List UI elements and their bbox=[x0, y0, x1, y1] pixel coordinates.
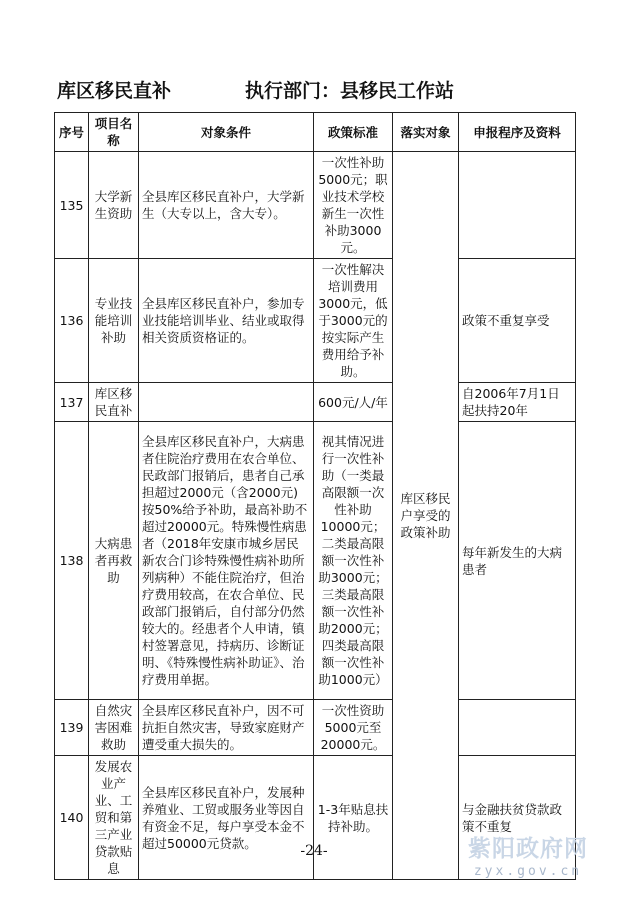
row-condition: 全县库区移民直补户，大学新生（大专以上，含大专）。 bbox=[139, 152, 314, 259]
row-name: 专业技能培训补助 bbox=[89, 259, 139, 383]
row-no: 138 bbox=[55, 422, 89, 700]
row-standard: 600元/人/年 bbox=[314, 383, 393, 422]
col-header-procedure: 申报程序及资料 bbox=[459, 113, 576, 152]
row-standard: 一次性补助5000元；职业技术学校新生一次性补助3000元。 bbox=[314, 152, 393, 259]
row-condition: 全县库区移民直补户，发展种养殖业、工贸或服务业等因自有资金不足，每户享受本金不超过50000元贷款。 bbox=[139, 756, 314, 880]
watermark-name: 紫阳政府网 bbox=[468, 836, 588, 862]
table-row bbox=[55, 259, 576, 383]
row-condition: 全县库区移民直补户，因不可抗拒自然灾害，导致家庭财产遭受重大损失的。 bbox=[139, 700, 314, 756]
row-procedure bbox=[459, 700, 576, 756]
row-name: 库区移民直补 bbox=[89, 383, 139, 422]
department-title: 执行部门：县移民工作站 bbox=[245, 80, 455, 102]
table-header-row bbox=[55, 113, 576, 152]
col-header-standard: 政策标准 bbox=[314, 113, 393, 152]
page-number: -24- bbox=[300, 843, 328, 859]
category-title: 库区移民直补 bbox=[57, 80, 172, 102]
table-row bbox=[55, 700, 576, 756]
row-condition: 全县库区移民直补户，参加专业技能培训毕业、结业或取得相关资质资格证的。 bbox=[139, 259, 314, 383]
row-condition: 全县库区移民直补户，大病患者住院治疗费用在农合单位、民政部门报销后，患者自己承担超过2000元（含2000元)按50%给予补助，最高补助不超过20000元。特殊慢性病患者（2018年安康市城乡居民新农合门诊特殊慢性病补助所列病种）不能住院治疗，但治疗费用较高，在农合单位、民政部门报销后，自付部分仍然较大的。经患者个人申请，镇村签署意见，持病历、诊断证明、《特殊慢性病补助证》、治疗费用单据。 bbox=[139, 422, 314, 700]
table-row bbox=[55, 152, 576, 259]
page-header bbox=[57, 76, 577, 106]
row-condition bbox=[139, 383, 314, 422]
row-procedure bbox=[459, 152, 576, 259]
row-name: 大学新生资助 bbox=[89, 152, 139, 259]
col-header-condition: 对象条件 bbox=[139, 113, 314, 152]
row-standard: 一次性资助5000元至20000元。 bbox=[314, 700, 393, 756]
row-standard: 视其情况进行一次性补助（一类最高限额一次性补助10000元；二类最高限额一次性补助3000元；三类最高限额一次性补助2000元；四类最高限额一次性补助1000元） bbox=[314, 422, 393, 700]
row-standard: 1-3年贴息扶持补助。 bbox=[314, 756, 393, 880]
row-no: 137 bbox=[55, 383, 89, 422]
row-name: 大病患者再救助 bbox=[89, 422, 139, 700]
watermark-url: zyx.gov.cn bbox=[473, 864, 583, 879]
row-no: 135 bbox=[55, 152, 89, 259]
row-procedure: 自2006年7月1日起扶持20年 bbox=[459, 383, 576, 422]
row-procedure: 每年新发生的大病患者 bbox=[459, 422, 576, 700]
table-row bbox=[55, 422, 576, 700]
row-procedure: 与金融扶贫贷款政策不重复 bbox=[459, 756, 576, 880]
row-name: 自然灾害困难救助 bbox=[89, 700, 139, 756]
col-header-name: 项目名称 bbox=[89, 113, 139, 152]
row-no: 140 bbox=[55, 756, 89, 880]
policy-table bbox=[54, 112, 576, 880]
row-no: 136 bbox=[55, 259, 89, 383]
row-name: 发展农业产业、工贸和第三产业贷款贴息 bbox=[89, 756, 139, 880]
col-header-no: 序号 bbox=[55, 113, 89, 152]
col-header-target: 落实对象 bbox=[393, 113, 459, 152]
row-no: 139 bbox=[55, 700, 89, 756]
row-target-shared: 库区移民户享受的政策补助 bbox=[393, 152, 459, 880]
row-procedure: 政策不重复享受 bbox=[459, 259, 576, 383]
watermark bbox=[468, 830, 588, 879]
row-standard: 一次性解决培训费用3000元，低于3000元的按实际产生费用给予补助。 bbox=[314, 259, 393, 383]
table-row bbox=[55, 383, 576, 422]
